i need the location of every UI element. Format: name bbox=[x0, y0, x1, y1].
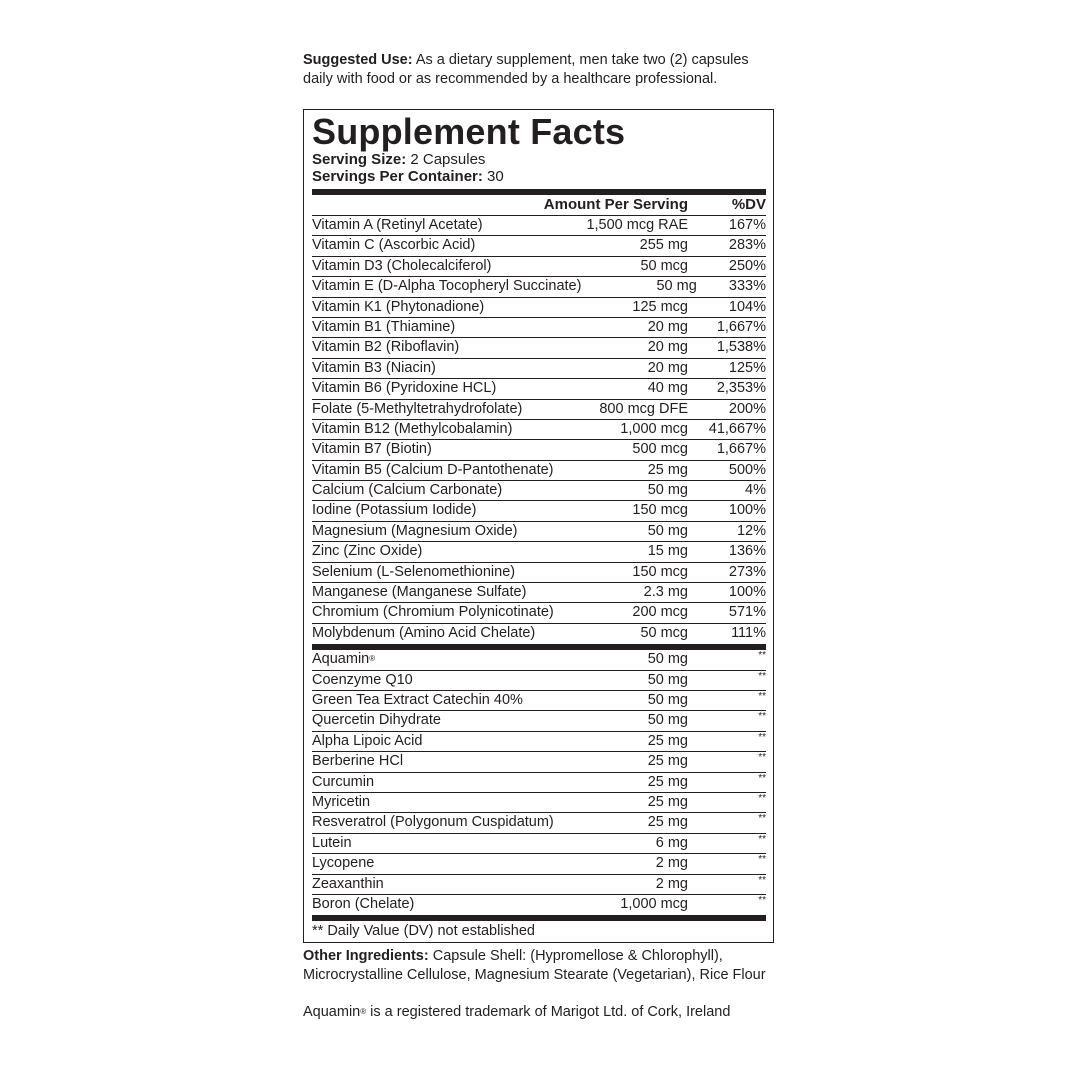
nutrient-name bbox=[312, 895, 558, 914]
nutrient-name-text: Resveratrol (Polygonum Cuspidatum) bbox=[312, 814, 554, 831]
nutrient-name bbox=[312, 752, 558, 771]
nutrient-name bbox=[312, 773, 558, 792]
column-header bbox=[312, 195, 766, 216]
nutrient-dv: 12% bbox=[736, 522, 766, 539]
nutrient-name bbox=[312, 834, 558, 853]
nutrient-dv: ** bbox=[758, 731, 766, 743]
nutrient-name-text: Chromium (Chromium Polynicotinate) bbox=[312, 604, 554, 621]
nutrient-row bbox=[312, 522, 766, 542]
supplement-facts-panel bbox=[303, 109, 774, 943]
registered-mark: ® bbox=[360, 1007, 367, 1016]
nutrient-name-text: Vitamin C (Ascorbic Acid) bbox=[312, 237, 476, 254]
nutrient-amount: 500 mcg bbox=[632, 441, 688, 458]
nutrient-dv: ** bbox=[758, 772, 766, 784]
nutrient-name-text: Aquamin bbox=[312, 651, 370, 668]
nutrient-dv: 200% bbox=[728, 400, 766, 417]
nutrient-amount: 50 mcg bbox=[640, 624, 688, 641]
nutrient-amount: 20 mg bbox=[647, 339, 688, 356]
nutrient-name bbox=[312, 793, 558, 812]
nutrient-name-text: Green Tea Extract Catechin 40% bbox=[312, 691, 523, 708]
nutrient-amount: 800 mcg DFE bbox=[599, 400, 688, 417]
nutrient-dv: 41,667% bbox=[708, 420, 766, 437]
other-ingredients-text: Capsule Shell: (Hypromellose & Chlorophyll), Microcrystalline Cellulose, Magnesium Stearate (Vegetarian), Rice Flour bbox=[303, 948, 766, 983]
nutrient-amount: 1,000 mcg bbox=[620, 420, 688, 437]
nutrient-name-text: Myricetin bbox=[312, 793, 371, 810]
nutrient-name-text: Iodine (Potassium Iodide) bbox=[312, 502, 477, 519]
nutrient-row bbox=[312, 583, 766, 603]
nutrient-row bbox=[312, 813, 766, 833]
nutrient-dv: ** bbox=[758, 874, 766, 886]
nutrient-dv: 283% bbox=[728, 237, 766, 254]
nutrient-name bbox=[312, 461, 558, 480]
trademark-notice bbox=[303, 1003, 775, 1022]
suggested-use bbox=[303, 51, 775, 89]
nutrient-name-text: Manganese (Manganese Sulfate) bbox=[312, 584, 527, 601]
nutrient-amount: 25 mg bbox=[647, 793, 688, 810]
nutrient-name-text: Vitamin B6 (Pyridoxine HCL) bbox=[312, 380, 497, 397]
nutrient-dv: ** bbox=[758, 813, 766, 825]
nutrient-name bbox=[312, 711, 558, 730]
nutrient-name bbox=[312, 650, 558, 669]
nutrient-dv: 333% bbox=[728, 278, 766, 295]
nutrient-row bbox=[312, 440, 766, 460]
nutrient-amount: 20 mg bbox=[647, 318, 688, 335]
nutrient-name bbox=[312, 813, 558, 832]
nutrient-name bbox=[312, 671, 558, 690]
nutrient-name bbox=[312, 420, 558, 439]
nutrient-dv: 111% bbox=[731, 624, 766, 641]
nutrient-name bbox=[312, 236, 558, 255]
nutrient-amount: 125 mcg bbox=[632, 298, 688, 315]
nutrient-dv: 500% bbox=[728, 461, 766, 478]
servings-per-container-label: Servings Per Container: bbox=[312, 168, 483, 185]
nutrient-row bbox=[312, 420, 766, 440]
nutrient-row bbox=[312, 501, 766, 521]
nutrient-dv: ** bbox=[758, 894, 766, 906]
nutrient-amount: 40 mg bbox=[647, 380, 688, 397]
nutrient-name-text: Berberine HCl bbox=[312, 753, 404, 770]
trademark-name: Aquamin bbox=[303, 1004, 361, 1020]
nutrient-dv: 2,353% bbox=[716, 380, 766, 397]
nutrient-name-text: Magnesium (Magnesium Oxide) bbox=[312, 522, 518, 539]
suggested-use-text: As a dietary supplement, men take two (2) capsules daily with food or as recommended by a healthcare professional. bbox=[303, 52, 749, 87]
nutrient-dv: 1,667% bbox=[716, 441, 766, 458]
nutrient-row bbox=[312, 671, 766, 691]
nutrient-name-text: Vitamin E (D-Alpha Tocopheryl Succinate) bbox=[312, 278, 582, 295]
nutrient-name bbox=[312, 501, 558, 520]
nutrient-name-text: Folate (5-Methyltetrahydrofolate) bbox=[312, 400, 523, 417]
registered-mark: ® bbox=[369, 654, 376, 664]
nutrient-row bbox=[312, 563, 766, 583]
nutrient-amount: 50 mg bbox=[647, 671, 688, 688]
nutrient-dv: ** bbox=[758, 833, 766, 845]
nutrient-amount: 200 mcg bbox=[632, 604, 688, 621]
serving-size-value: 2 Capsules bbox=[406, 151, 486, 168]
nutrient-row bbox=[312, 752, 766, 772]
nutrient-name bbox=[312, 318, 558, 337]
nutrient-name-text: Molybdenum (Amino Acid Chelate) bbox=[312, 624, 536, 641]
nutrient-amount: 25 mg bbox=[647, 814, 688, 831]
nutrient-dv: 571% bbox=[728, 604, 766, 621]
nutrient-dv: 100% bbox=[728, 584, 766, 601]
nutrient-amount: 25 mg bbox=[647, 773, 688, 790]
nutrient-name-text: Vitamin B3 (Niacin) bbox=[312, 359, 436, 376]
nutrient-name-text: Coenzyme Q10 bbox=[312, 671, 413, 688]
nutrient-amount: 50 mcg bbox=[640, 257, 688, 274]
nutrient-row bbox=[312, 834, 766, 854]
nutrient-name-text: Lutein bbox=[312, 834, 352, 851]
nutrient-row bbox=[312, 359, 766, 379]
nutrient-amount: 50 mg bbox=[647, 651, 688, 668]
nutrient-row bbox=[312, 318, 766, 338]
nutrient-name-text: Vitamin D3 (Cholecalciferol) bbox=[312, 257, 492, 274]
nutrient-name bbox=[312, 542, 558, 561]
nutrient-row bbox=[312, 793, 766, 813]
nutrient-dv: 250% bbox=[728, 257, 766, 274]
nutrient-dv: 1,667% bbox=[716, 318, 766, 335]
nutrient-name bbox=[312, 583, 558, 602]
nutrient-row bbox=[312, 624, 766, 643]
nutrient-name bbox=[312, 298, 558, 317]
nutrient-amount: 25 mg bbox=[647, 732, 688, 749]
nutrient-name bbox=[312, 854, 558, 873]
nutrient-row bbox=[312, 338, 766, 358]
nutrient-name bbox=[312, 216, 558, 235]
dv-header: %DV bbox=[731, 196, 766, 213]
nutrient-amount: 25 mg bbox=[647, 461, 688, 478]
other-ingredients-label: Other Ingredients: bbox=[303, 948, 429, 964]
nutrient-row bbox=[312, 691, 766, 711]
vitamin-list bbox=[312, 216, 766, 643]
nutrient-amount: 50 mg bbox=[647, 522, 688, 539]
nutrient-row bbox=[312, 257, 766, 277]
nutrient-name-text: Selenium (L-Selenomethionine) bbox=[312, 563, 516, 580]
nutrient-name-text: Vitamin A (Retinyl Acetate) bbox=[312, 217, 483, 233]
nutrient-dv: ** bbox=[758, 752, 766, 764]
nutrient-name bbox=[312, 624, 558, 643]
nutrient-amount: 50 mg bbox=[647, 691, 688, 708]
serving-size-label: Serving Size: bbox=[312, 151, 407, 168]
footnote: ** Daily Value (DV) not established bbox=[312, 923, 535, 940]
nutrient-name bbox=[312, 379, 558, 398]
nutrient-amount: 50 mg bbox=[656, 278, 697, 295]
nutrient-row bbox=[312, 216, 766, 236]
nutrient-row bbox=[312, 481, 766, 501]
nutrient-amount: 50 mg bbox=[647, 482, 688, 499]
serving-size bbox=[312, 151, 766, 168]
nutrient-row bbox=[312, 379, 766, 399]
nutrient-amount: 25 mg bbox=[647, 753, 688, 770]
nutrient-dv: 167% bbox=[728, 217, 766, 233]
nutrient-row bbox=[312, 542, 766, 562]
nutrient-dv: 273% bbox=[728, 563, 766, 580]
nutrient-name bbox=[312, 257, 558, 276]
nutrient-row bbox=[312, 773, 766, 793]
nutrient-amount: 1,500 mcg RAE bbox=[586, 217, 688, 233]
nutrient-name-text: Vitamin B5 (Calcium D-Pantothenate) bbox=[312, 461, 554, 478]
nutrient-amount: 2.3 mg bbox=[643, 584, 688, 601]
nutrient-name bbox=[312, 603, 558, 622]
nutrient-amount: 150 mcg bbox=[632, 563, 688, 580]
nutrient-name-text: Vitamin B12 (Methylcobalamin) bbox=[312, 420, 513, 437]
nutrient-dv: ** bbox=[758, 792, 766, 804]
nutrient-name-text: Zeaxanthin bbox=[312, 875, 384, 892]
nutrient-name bbox=[312, 359, 558, 378]
nutrient-amount: 2 mg bbox=[655, 855, 688, 872]
nutrient-row bbox=[312, 875, 766, 895]
nutrient-amount: 20 mg bbox=[647, 359, 688, 376]
nutrient-name bbox=[312, 875, 558, 894]
nutrient-dv: ** bbox=[758, 711, 766, 723]
other-nutrient-list bbox=[312, 650, 766, 914]
nutrient-dv: 104% bbox=[728, 298, 766, 315]
nutrient-dv: ** bbox=[758, 670, 766, 682]
servings-per-container-value: 30 bbox=[482, 168, 504, 185]
nutrient-name bbox=[312, 522, 558, 541]
nutrient-name-text: Zinc (Zinc Oxide) bbox=[312, 543, 423, 560]
nutrient-dv: ** bbox=[758, 650, 766, 662]
nutrient-name-text: Curcumin bbox=[312, 773, 375, 790]
nutrient-name-text: Lycopene bbox=[312, 855, 375, 872]
facts-title: Supplement Facts bbox=[312, 111, 626, 152]
nutrient-row bbox=[312, 854, 766, 874]
nutrient-dv: 100% bbox=[728, 502, 766, 519]
nutrient-name-text: Boron (Chelate) bbox=[312, 895, 415, 912]
nutrient-name-text: Quercetin Dihydrate bbox=[312, 712, 441, 729]
nutrient-name-text: Vitamin B7 (Biotin) bbox=[312, 441, 432, 458]
nutrient-amount: 150 mcg bbox=[632, 502, 688, 519]
nutrient-row bbox=[312, 277, 766, 297]
nutrient-row bbox=[312, 711, 766, 731]
nutrient-amount: 1,000 mcg bbox=[620, 895, 688, 912]
nutrient-amount: 6 mg bbox=[655, 834, 688, 851]
nutrient-dv: 4% bbox=[745, 482, 766, 499]
nutrient-amount: 50 mg bbox=[647, 712, 688, 729]
nutrient-name bbox=[312, 481, 558, 500]
nutrient-name bbox=[312, 277, 581, 296]
nutrient-dv: 125% bbox=[728, 359, 766, 376]
nutrient-row bbox=[312, 732, 766, 752]
amount-header: Amount Per Serving bbox=[543, 196, 688, 213]
nutrient-dv: ** bbox=[758, 690, 766, 702]
nutrient-name-text: Calcium (Calcium Carbonate) bbox=[312, 482, 503, 499]
nutrient-name bbox=[312, 338, 558, 357]
nutrient-row bbox=[312, 603, 766, 623]
nutrient-name bbox=[312, 732, 558, 751]
servings-per-container bbox=[312, 168, 766, 185]
nutrient-dv: 136% bbox=[728, 543, 766, 560]
nutrient-row bbox=[312, 895, 766, 914]
other-ingredients bbox=[303, 947, 775, 985]
nutrient-amount: 255 mg bbox=[639, 237, 688, 254]
nutrient-name-text: Vitamin B1 (Thiamine) bbox=[312, 318, 456, 335]
nutrient-row bbox=[312, 298, 766, 318]
nutrient-name bbox=[312, 400, 558, 419]
trademark-text: is a registered trademark of Marigot Ltd. of Cork, Ireland bbox=[366, 1004, 731, 1020]
nutrient-row bbox=[312, 400, 766, 420]
nutrient-name bbox=[312, 563, 558, 582]
nutrient-dv: ** bbox=[758, 854, 766, 866]
nutrient-amount: 2 mg bbox=[655, 875, 688, 892]
nutrient-name-text: Vitamin B2 (Riboflavin) bbox=[312, 339, 460, 356]
nutrient-dv: 1,538% bbox=[716, 339, 766, 356]
nutrient-name bbox=[312, 691, 558, 710]
nutrient-row bbox=[312, 236, 766, 256]
nutrient-name-text: Alpha Lipoic Acid bbox=[312, 732, 423, 749]
nutrient-row bbox=[312, 650, 766, 670]
nutrient-name-text: Vitamin K1 (Phytonadione) bbox=[312, 298, 485, 315]
nutrient-row bbox=[312, 461, 766, 481]
bottom-divider bbox=[312, 915, 766, 921]
nutrient-name bbox=[312, 440, 558, 459]
suggested-use-label: Suggested Use: bbox=[303, 52, 413, 68]
nutrient-amount: 15 mg bbox=[647, 543, 688, 560]
